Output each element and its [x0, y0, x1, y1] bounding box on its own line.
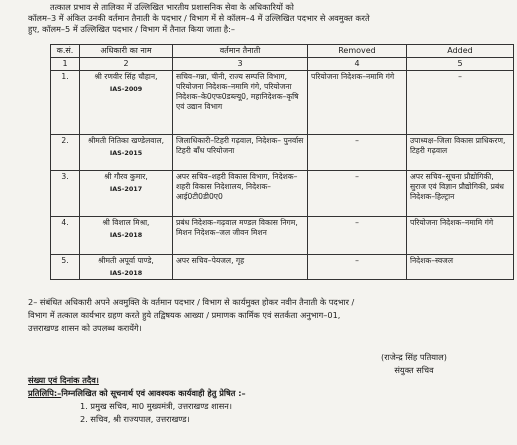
row-removed: – [308, 255, 407, 280]
officer-batch: IAS-2015 [109, 149, 143, 157]
row-added: अपर सचिव–सूचना प्रौद्योगिकी, सुराज एवं विज्ञान प्रौद्योगिकी, प्रबंध निदेशक–हिल्ट्रान [407, 171, 514, 217]
para-line-3: उत्तराखण्ड शासन को उपलब्ध करायेंगे। [28, 323, 142, 333]
row-added: – [407, 71, 514, 135]
intro-line-3: हुए, कॉलम–5 में उल्लिखित पदभार / विभाग में तैनात किया जाता है:– [28, 24, 235, 34]
row-removed: परियोजना निदेशक–नमामि गंगे [308, 71, 407, 135]
list-item: 1. प्रमुख सचिव, मा0 मुख्यमंत्री, उत्तराखण्ड शासन। [80, 401, 232, 411]
row-officer [80, 255, 173, 280]
column-number-row [51, 58, 514, 71]
posting-table [50, 44, 514, 280]
header-removed: Removed [308, 45, 407, 58]
copy-label: प्रतिलिपि:– [28, 388, 62, 398]
para-line-2: विभाग में तत्काल कार्यभार ग्रहण करते हुये तद्विषयक आख्या / प्रमाणक कार्मिक एवं सतर्कता अनुभाग–01, [28, 310, 341, 320]
row-officer [80, 71, 173, 135]
table-row [51, 135, 514, 171]
officer-name: श्रीमती अपूर्वा पाण्डे, [98, 256, 154, 265]
col-number: 3 [173, 58, 308, 71]
table-row [51, 171, 514, 217]
row-added: परियोजना निदेशक–नमामि गंगे [407, 217, 514, 255]
copy-to-line [28, 387, 506, 400]
col-number: 2 [80, 58, 173, 71]
row-current-posting: प्रबंध निदेशक–गढ़वाल मण्डल विकास निगम, मिशन निदेशक–जल जीवन मिशन [173, 217, 308, 255]
header-added: Added [407, 45, 514, 58]
row-current-posting: अपर सचिव–शहरी विकास विभाग, निदेशक–शहरी विकास निदेशालय, निदेशक–आई0टी0डी0ए0 [173, 171, 308, 217]
row-added: निदेशक–स्वजल [407, 255, 514, 280]
list-item: 2. सचिव, श्री राज्यपाल, उत्तराखण्ड। [80, 414, 190, 424]
officer-name: श्री विशाल मिश्रा, [102, 218, 150, 227]
col-number: 5 [407, 58, 514, 71]
number-date-heading: संख्या एवं दिनांक तदैव। [28, 375, 99, 385]
officer-name: श्रीमती नितिका खण्डेलवाल, [87, 136, 165, 145]
row-sn: 2. [51, 135, 80, 171]
table-header-row [51, 45, 514, 58]
table-row [51, 71, 514, 135]
intro-paragraph [28, 2, 506, 35]
row-officer [80, 217, 173, 255]
row-sn: 5. [51, 255, 80, 280]
officer-name: श्री रणवीर सिंह चौहान, [94, 72, 158, 81]
row-officer [80, 135, 173, 171]
copy-to-section [28, 374, 506, 426]
row-current-posting: अपर सचिव–पेयजल, गृह [173, 255, 308, 280]
officer-name: श्री गौरव कुमार, [104, 172, 148, 181]
officer-batch: IAS-2018 [109, 231, 143, 239]
col-number: 1 [51, 58, 80, 71]
row-removed: – [308, 217, 407, 255]
row-sn: 1. [51, 71, 80, 135]
row-current-posting: सचिव–गन्ना, चीनी, राज्य सम्पत्ति विभाग, परियोजना निदेशक–नमामि गंगे, परियोजना निदेशक–के0एफ0डब्ल्यू0, महानिदेशक–कृषि एवं उद्यान विभाग [173, 71, 308, 135]
row-sn: 3. [51, 171, 80, 217]
instruction-paragraph [28, 296, 506, 335]
table-row [51, 217, 514, 255]
header-current-posting: वर्तमान तैनाती [173, 45, 308, 58]
row-current-posting: जिलाधिकारी–टिहरी गढ़वाल, निदेशक– पुनर्वास टिहरी बाँध परियोजना [173, 135, 308, 171]
officer-batch: IAS-2018 [109, 269, 143, 277]
header-officer-name: अधिकारी का नाम [80, 45, 173, 58]
officer-batch: IAS-2017 [109, 185, 143, 193]
row-added: उपाध्यक्ष–जिला विकास प्राधिकरण, टिहरी गढ़वाल [407, 135, 514, 171]
intro-line-1: तत्काल प्रभाव से तालिका में उल्लिखित भारतीय प्रशासनिक सेवा के अधिकारियों को [50, 2, 294, 12]
col-number: 4 [308, 58, 407, 71]
para-line-1: 2– संबंधित अधिकारी अपने अवमुक्ति के वर्तमान पदभार / विभाग से कार्यमुक्त होकर नवीन तैनाती के पदभार / [28, 297, 355, 307]
signatory-designation: संयुक्त सचिव [394, 365, 434, 375]
table-row [51, 255, 514, 280]
signatory-name: (राजेन्द्र सिंह पतियाल) [381, 352, 447, 362]
row-removed: – [308, 171, 407, 217]
row-officer [80, 171, 173, 217]
copy-text: निम्नलिखित को सूचनार्थ एवं आवश्यक कार्यवाही हेतु प्रेषित :– [61, 388, 246, 398]
row-sn: 4. [51, 217, 80, 255]
intro-line-2: कॉलम–3 में अंकित उनकी वर्तमान तैनाती के पदभार / विभाग में से कॉलम–4 में उल्लिखित पदभार से अवमुक्त करते [28, 13, 370, 23]
header-sn: क.सं. [51, 45, 80, 58]
officer-batch: IAS-2009 [109, 85, 143, 93]
row-removed: – [308, 135, 407, 171]
